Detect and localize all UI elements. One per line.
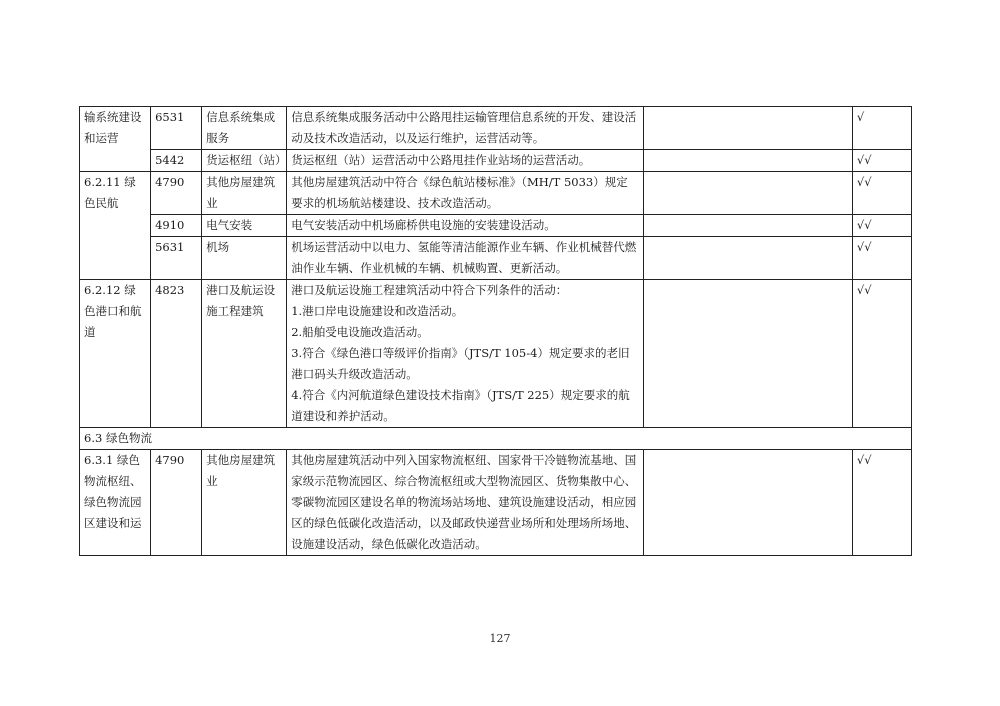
description-line: 2.船舶受电设施改造活动。 (291, 325, 429, 339)
table-row (80, 107, 912, 150)
mark-cell (852, 107, 911, 150)
industry-name-cell: 机场 (202, 237, 287, 280)
code-cell: 5631 (151, 237, 202, 280)
empty-cell (643, 237, 852, 280)
classification-table (79, 106, 912, 556)
group-heading: 6.3 绿色物流 (80, 428, 912, 450)
check-mark: √√ (856, 283, 872, 297)
check-mark: √√ (856, 153, 872, 167)
industry-name-cell: 货运枢纽（站） (202, 150, 287, 172)
mark-cell (852, 280, 911, 428)
table-row (80, 172, 912, 215)
industry-name-cell: 信息系统集成服务 (202, 107, 287, 150)
code-cell: 4790 (151, 172, 202, 215)
section-cell: 6.3.1 绿色物流枢纽、绿色物流园区建设和运 (80, 450, 151, 556)
table-row (80, 428, 912, 450)
description-cell: 其他房屋建筑活动中符合《绿色航站楼标准》（MH/T 5033）规定要求的机场航站楼建设、技术改造活动。 (287, 172, 643, 215)
description-cell: 货运枢纽（站）运营活动中公路甩挂作业站场的运营活动。 (287, 150, 643, 172)
table-row (80, 215, 912, 237)
code-cell: 6531 (151, 107, 202, 150)
description-cell: 信息系统集成服务活动中公路甩挂运输管理信息系统的开发、建设活动及技术改造活动，以及运行维护，运营活动等。 (287, 107, 643, 150)
empty-cell (643, 450, 852, 556)
check-mark: √ (856, 110, 865, 124)
table-row (80, 237, 912, 280)
description-line: 4.符合《内河航道绿色建设技术指南》（JTS/T 225）规定要求的航道建设和养护活动。 (291, 388, 630, 423)
page-number: 127 (489, 632, 511, 645)
check-mark: √√ (856, 175, 872, 189)
section-cell: 输系统建设和运营 (80, 107, 151, 172)
description-cell: 机场运营活动中以电力、氢能等清洁能源作业车辆、作业机械替代燃油作业车辆、作业机械的车辆、机械购置、更新活动。 (287, 237, 643, 280)
description-line: 港口及航运设施工程建筑活动中符合下列条件的活动： (291, 283, 568, 297)
code-cell: 4790 (151, 450, 202, 556)
description-cell: 其他房屋建筑活动中列入国家物流枢纽、国家骨干冷链物流基地、国家级示范物流园区、综合物流枢纽或大型物流园区、货物集散中心、零碳物流园区建设名单的物流场站场地、建筑设施建设活动，相应园区的绿色低碳化改造活动，以及邮政快递营业场所和处理场所场地、设施建设活动，绿色低碳化改造活动。 (287, 450, 643, 556)
empty-cell (643, 172, 852, 215)
table-row (80, 150, 912, 172)
table-row (80, 280, 912, 428)
code-cell: 4823 (151, 280, 202, 428)
check-mark: √√ (856, 240, 872, 254)
section-cell: 6.2.12 绿色港口和航道 (80, 280, 151, 428)
description-cell: 电气安装活动中机场廊桥供电设施的安装建设活动。 (287, 215, 643, 237)
description-line: 3.符合《绿色港口等级评价指南》（JTS/T 105-4）规定要求的老旧港口码头升级改造活动。 (291, 346, 630, 381)
code-cell: 4910 (151, 215, 202, 237)
mark-cell (852, 237, 911, 280)
check-mark: √√ (856, 453, 872, 467)
industry-name-cell: 其他房屋建筑业 (202, 450, 287, 556)
mark-cell (852, 172, 911, 215)
empty-cell (643, 150, 852, 172)
description-cell (287, 280, 643, 428)
industry-name-cell: 港口及航运设施工程建筑 (202, 280, 287, 428)
empty-cell (643, 280, 852, 428)
code-cell: 5442 (151, 150, 202, 172)
industry-name-cell: 电气安装 (202, 215, 287, 237)
mark-cell (852, 215, 911, 237)
mark-cell (852, 150, 911, 172)
table-row (80, 450, 912, 556)
section-cell: 6.2.11 绿色民航 (80, 172, 151, 280)
empty-cell (643, 107, 852, 150)
check-mark: √√ (856, 218, 872, 232)
mark-cell (852, 450, 911, 556)
industry-name-cell: 其他房屋建筑业 (202, 172, 287, 215)
description-line: 1.港口岸电设施建设和改造活动。 (291, 304, 464, 318)
empty-cell (643, 215, 852, 237)
